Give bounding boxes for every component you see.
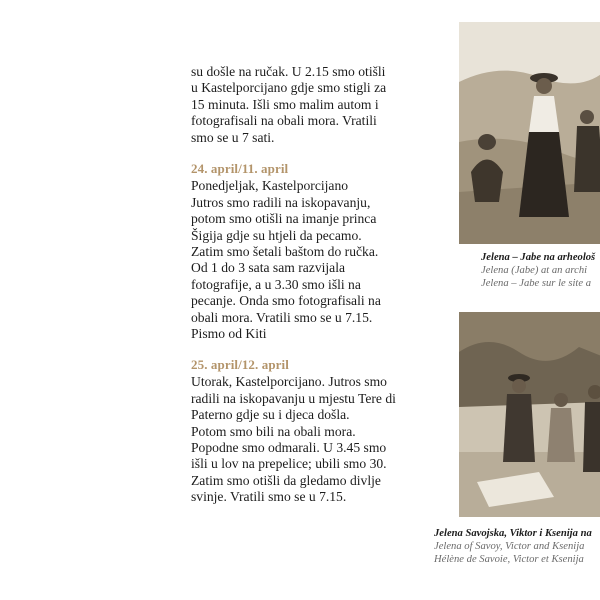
caption-line: Jelena (Jabe) at an archi [481, 264, 588, 276]
text-line: Šigija gdje su htjeli da pecamo. [191, 227, 362, 243]
text-line: fotografije, a u 3.30 smo išli na [191, 276, 361, 292]
text-line: svinje. Vratili smo se u 7.15. [191, 489, 347, 505]
group-photo [459, 312, 600, 517]
caption-line: Jelena of Savoy, Victor and Ksenija [434, 540, 585, 552]
text-line: Ponedjeljak, Kastelporcijano [191, 178, 349, 194]
text-line: potom smo otišli na imanje princa [191, 211, 377, 227]
text-line: Pismo od Kiti [191, 326, 267, 342]
text-line: Zatim smo otišli da gledamo divlje [191, 472, 381, 488]
text-line: smo se u 7 sati. [191, 129, 275, 145]
sepia-photo-figure-in-long-dress [459, 22, 600, 244]
text-line: obali mora. Vratili smo se u 7.15. [191, 309, 373, 325]
photo-caption [426, 252, 600, 290]
text-line: Zatim smo šetali baštom do ručka. [191, 244, 379, 260]
text-line: 15 minuta. Išli smo malim autom i [191, 96, 379, 112]
caption-line: Jelena – Jabe sur le site a [481, 277, 592, 289]
text-line: Potom smo bili na obali mora. [191, 423, 356, 439]
text-line: Popodne smo odmarali. U 3.45 smo [191, 440, 387, 456]
entry-date: 24. april/11. april [191, 161, 289, 176]
caption-line: Hélène de Savoie, Victor et Ksenija [434, 553, 584, 565]
text-line: išli u lov na prepelice; ubili smo 30. [191, 456, 387, 472]
photo-caption [426, 528, 600, 566]
diary-entry [191, 64, 386, 146]
archaeology-site-photo [459, 22, 600, 244]
text-line: radili na iskopavanju u mjestu Tere di [191, 390, 396, 406]
text-line: pecanje. Onda smo fotografisali na [191, 293, 381, 309]
text-line: Paterno gdje su i djeca došla. [191, 407, 350, 423]
caption-line: Jelena Savojska, Viktor i Ksenija na [434, 528, 592, 539]
text-line: Utorak, Kastelporcijano. Jutros smo [191, 374, 387, 390]
entry-date: 25. april/12. april [191, 357, 289, 372]
sepia-photo-people-at-site [459, 312, 600, 517]
text-line: su došle na ručak. U 2.15 smo otišli [191, 64, 386, 79]
caption-line: Jelena – Jabe na arheološ [481, 252, 596, 263]
diary-entry [191, 161, 381, 342]
text-line: fotografisali na obali mora. Vratili [191, 113, 377, 129]
diary-entry [191, 357, 396, 506]
text-line: Od 1 do 3 sata sam razvijala [191, 260, 346, 276]
text-line: Jutros smo radili na iskopavanju, [191, 194, 371, 210]
text-line: u Kastelporcijano gdje smo stigli za [191, 80, 387, 96]
